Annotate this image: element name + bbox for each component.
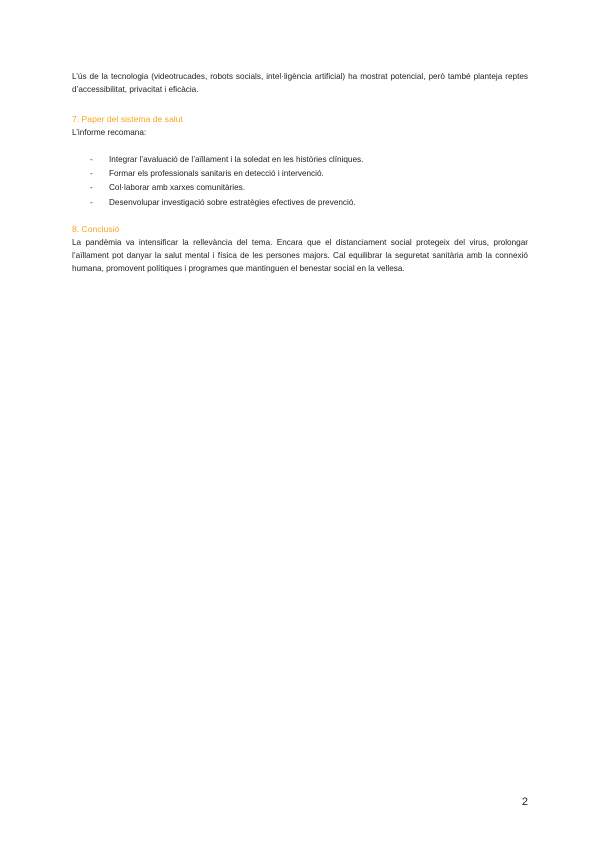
list-item-text: Desenvolupar investigació sobre estratègies efectives de prevenció. — [109, 197, 356, 207]
bullet-dash: - — [90, 155, 93, 164]
list-item-text: Formar els professionals sanitaris en detecció i intervenció. — [109, 169, 324, 179]
bullet-dash: - — [90, 197, 93, 207]
bullet-dash: - — [90, 183, 93, 193]
recommendations-list — [72, 153, 528, 210]
section-8-heading: 8. Conclusió — [72, 224, 120, 234]
intro-paragraph: L’ús de la tecnologia (videotrucades, robots socials, intel·ligència artificial) ha mostrat potencial, però també planteja reptes d’accessibilitat, privacitat i eficàcia. — [72, 72, 528, 94]
page-number: 2 — [521, 796, 528, 808]
bullet-dash: - — [90, 169, 93, 179]
list-item — [72, 167, 528, 181]
section-7-heading: 7. Paper del sistema de salut — [72, 114, 183, 124]
section-7-lead: L’informe recomana: — [72, 128, 147, 137]
list-item — [72, 196, 528, 210]
list-item-text: Integrar l’avaluació de l’aïllament i la soledat en les històries clíniques. — [109, 155, 364, 164]
list-item — [72, 181, 528, 195]
conclusion-paragraph: La pandèmia va intensificar la rellevància del tema. Encara que el distanciament social protegeix del virus, prolongar l’aïllament pot danyar la salut mental i física de les persones majors. Cal equilibrar la seguretat sanitària amb la connexió humana, promovent polítiques i programes que mantinguen el benestar social en la vellesa. — [72, 238, 528, 273]
list-item-text: Col·laborar amb xarxes comunitàries. — [109, 183, 246, 193]
list-item — [72, 153, 528, 167]
